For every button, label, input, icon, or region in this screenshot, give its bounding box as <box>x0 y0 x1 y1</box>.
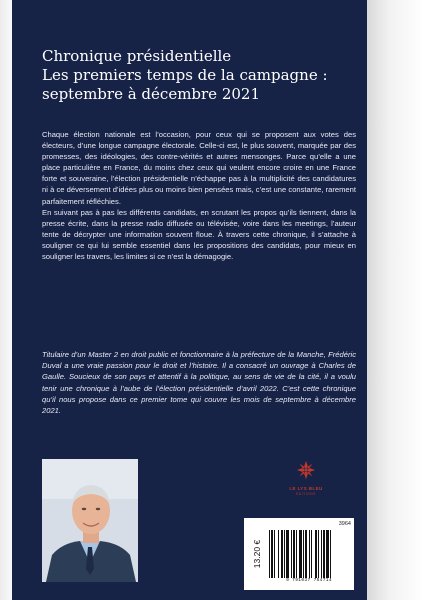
author-bio: Titulaire d’un Master 2 en droit public et fonctionnaire à la préfecture de la Manche, Frédéric Duval a une vraie passion pour le droit et l’histoire. Il a consacré un ouvrage à Charles de Gaulle. Soucieux de son pays et attentif à la politique, au sens de vie de la cité, il a voulu tenir une chronique à l’aube de l’élection présidentielle d’avril 2022. C’est cette chronique qu’il nous propose dans ce premier tome qui couvre les mois de septembre à décembre 2021. <box>42 350 356 416</box>
publisher-name: LE LYS BLEU <box>289 486 323 491</box>
barcode-icon <box>268 530 350 578</box>
summary-paragraph-1: Chaque élection nationale est l’occasion, pour ceux qui se proposent aux votes des électeurs, d’une longue campagne électorale. Celle-ci est, le plus souvent, marquée par des promesses, des idéologies, des contre-vérités et autres mensonges. Parce qu’elle a une place particulière en France, du moins chez ceux qui veulent encore croire en une France forte et souveraine, l’élection présidentielle n’échappe pas à la multiplicité des candidatures ni à ce déversement d’idées plus ou moins bien pensées mais, c’est une constante, rarement parfaitement réfléchies. <box>42 130 356 206</box>
reference-number: 3964 <box>338 521 351 527</box>
title-line-2: Les premiers temps de la campagne : <box>42 66 328 84</box>
publisher-logo <box>286 459 326 499</box>
back-cover <box>12 0 367 600</box>
title-line-1: Chronique présidentielle <box>42 47 232 65</box>
summary-paragraph-2: En suivant pas à pas les différents candidats, en scrutant les propos qu’ils tiennent, dans la presse écrite, dans la presse radio diffusée ou télévisée, voire dans les meetings, l’auteur tente de décrypter une information souvent floue. À travers cette chronique, il s’attache à souligner ce qui lui semble essentiel dans les propositions des candidats, pour mieux en souligner les travers, les limites si ce n’est la démagogie. <box>42 207 356 262</box>
author-portrait-icon <box>42 459 138 582</box>
book-title <box>42 47 372 104</box>
book-summary <box>42 129 356 262</box>
book-spine-edge <box>367 0 423 600</box>
price-text: 13.20 € <box>252 539 262 569</box>
price-label <box>250 528 264 580</box>
barcode-label <box>244 518 354 590</box>
title-line-3: septembre à décembre 2021 <box>42 85 261 103</box>
publisher-subtitle: ÉDITIONS <box>296 492 316 496</box>
lily-emblem-icon <box>295 459 317 481</box>
isbn-number: 9 791037 754714 <box>286 578 332 583</box>
author-photo <box>42 459 138 582</box>
